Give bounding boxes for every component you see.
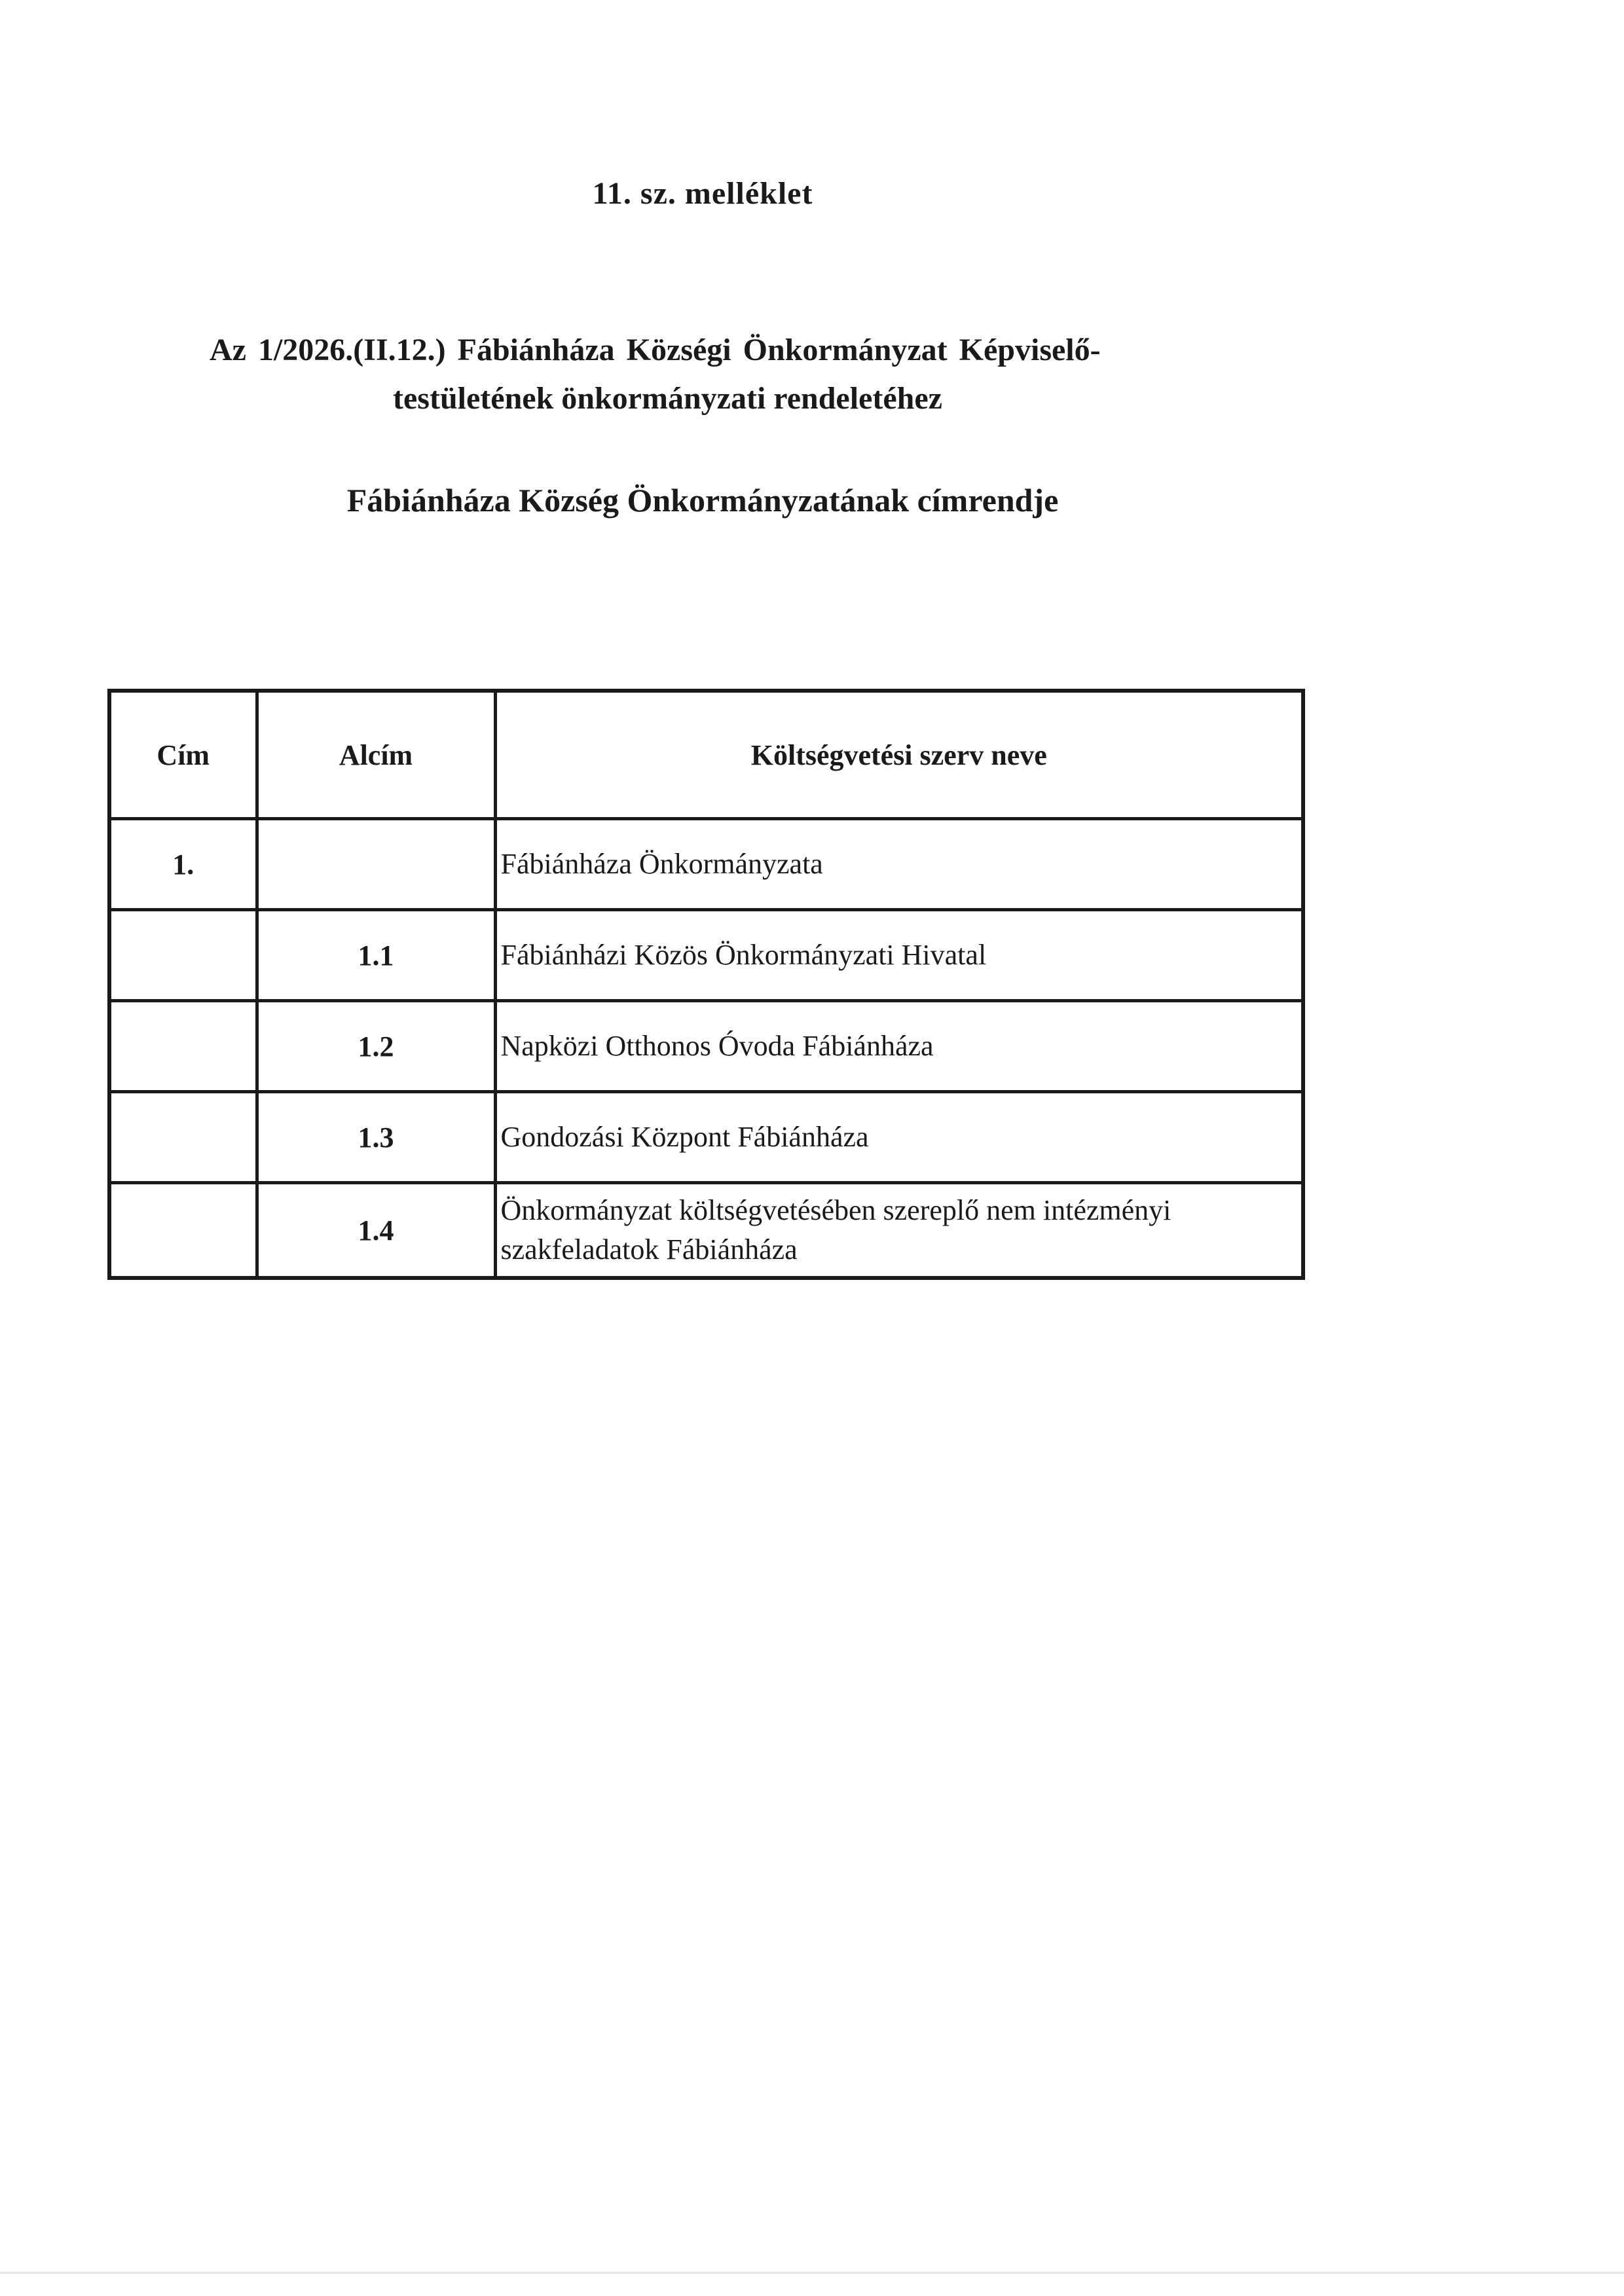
table-row: [109, 819, 1303, 910]
table-row: [109, 1183, 1303, 1279]
table-row: [109, 1001, 1303, 1092]
scan-edge-line: [0, 2272, 1624, 2274]
cell-alcim: [257, 819, 495, 910]
decree-title-line2: testületének önkormányzati rendeletéhez: [393, 381, 942, 416]
decree-title-line1: Az 1/2026.(II.12.) Fábiánháza Községi Önkormányzat Képviselő-: [210, 333, 1101, 367]
cell-alcim: 1.4: [257, 1183, 495, 1279]
decree-title: [210, 326, 1231, 423]
header-cim: Cím: [109, 691, 257, 819]
annex-label: 11. sz. melléklet: [592, 176, 813, 211]
cell-cim: [109, 1183, 257, 1279]
cell-name: Gondozási Központ Fábiánháza: [495, 1092, 1303, 1183]
header-alcim: Alcím: [257, 691, 495, 819]
table-row: [109, 1092, 1303, 1183]
cell-alcim: 1.3: [257, 1092, 495, 1183]
cell-cim: [109, 1092, 257, 1183]
document-subtitle: Fábiánháza Község Önkormányzatának címrendje: [346, 482, 1059, 519]
table-row: [109, 910, 1303, 1001]
cell-alcim: 1.1: [257, 910, 495, 1001]
cell-cim: [109, 910, 257, 1001]
cell-name: Fábiánházi Közös Önkormányzati Hivatal: [495, 910, 1303, 1001]
cell-name: Fábiánháza Önkormányzata: [495, 819, 1303, 910]
address-order-table: [107, 689, 1305, 1280]
cell-cim: [109, 1001, 257, 1092]
cell-alcim: 1.2: [257, 1001, 495, 1092]
cell-name: Napközi Otthonos Óvoda Fábiánháza: [495, 1001, 1303, 1092]
cell-cim: 1.: [109, 819, 257, 910]
cell-name: Önkormányzat költségvetésében szereplő nem intézményi szakfeladatok Fábiánháza: [495, 1183, 1303, 1279]
header-name: Költségvetési szerv neve: [495, 691, 1303, 819]
table-header-row: [109, 691, 1303, 819]
